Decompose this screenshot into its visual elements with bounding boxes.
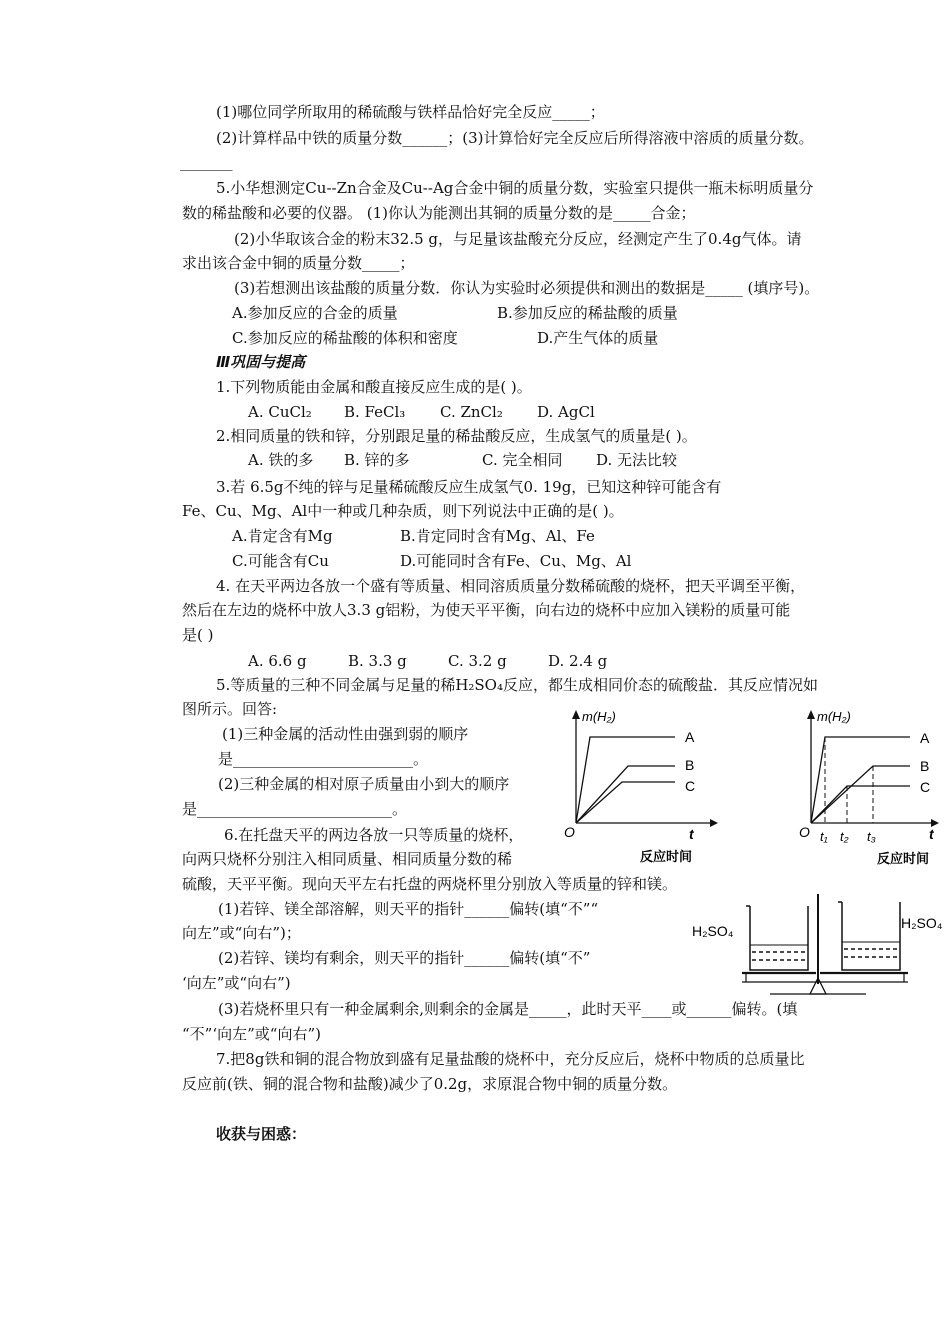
option-b: B. 3.3 g (348, 652, 407, 670)
question-1-stem: 1.下列物质能由金属和酸直接反应生成的是( )。 (216, 378, 532, 396)
curve-a-label: A (685, 729, 695, 745)
left-beaker (746, 906, 808, 970)
option-b: B.参加反应的稀盐酸的质量 (497, 304, 678, 322)
text-line: 图所示。回答: (182, 700, 278, 718)
option-d: D. 无法比较 (596, 451, 678, 469)
right-acid-label: H₂SO₄ (901, 915, 943, 931)
question-6-stem: 6.在托盘天平的两边各放一只等质量的烧杯， (224, 826, 524, 844)
x-axis-arrow (710, 819, 718, 827)
section-heading: Ⅲ巩固与提高 (216, 353, 306, 371)
y-axis-arrow (807, 710, 815, 719)
reaction-graph-1 (560, 705, 720, 865)
curve-c-label: C (685, 778, 696, 794)
curve-b (811, 766, 910, 823)
text-line: 是( ) (182, 626, 214, 644)
origin-label: O (799, 824, 810, 840)
option-c: C. ZnCl₂ (440, 403, 503, 421)
curve-b (576, 766, 675, 823)
option-b: B. 锌的多 (344, 451, 410, 469)
origin-label: O (564, 824, 575, 840)
option-c: C.参加反应的稀盐酸的体积和密度 (232, 329, 458, 347)
text-line: (3)若烧杯里只有一种金属剩余,则剩余的金属是_____，此时天平____或______偏转。(填 (218, 1000, 798, 1018)
question-7-stem: 7.把8g铁和铜的混合物放到盛有足量盐酸的烧杯中，充分反应后，烧杯中物质的总质量比 (216, 1050, 805, 1068)
y-axis-label: m(H₂) (582, 709, 616, 724)
option-a: A. 铁的多 (248, 451, 314, 469)
text-line: “不”‘向左”或“向右”) (182, 1025, 321, 1043)
tick-t2: t₂ (840, 829, 849, 844)
text-line: 硫酸，天平平衡。现向天平左右托盘的两烧杯里分别放入等质量的锌和镁。 (182, 875, 678, 893)
tick-t1: t₁ (820, 829, 828, 844)
y-axis-label: m(H₂) (817, 709, 851, 724)
left-acid-label: H₂SO₄ (692, 923, 734, 939)
text-line: 求出该合金中铜的质量分数_____； (182, 254, 415, 272)
option-a: A. 6.6 g (248, 652, 307, 670)
graph-caption: 反应时间 (640, 849, 693, 864)
question-5-stem: 5.小华想测定Cu--Zn合金及Cu--Ag合金中铜的质量分数，实验室只提供一瓶未标明质量分 (216, 179, 814, 197)
text-line: ‘向左”或“向右”) (182, 974, 291, 992)
tick-t3: t₃ (867, 829, 876, 844)
text-line: 向两只烧杯分别注入相同质量、相同质量分数的稀 (182, 850, 513, 868)
question-5-stem: 5.等质量的三种不同金属与足量的稀H₂SO₄反应，都生成相同价态的硫酸盐．其反应情况如 (216, 676, 818, 694)
option-b: B. FeCl₃ (344, 403, 406, 421)
option-a: A.肯定含有Mg (232, 527, 333, 545)
option-a: A.参加反应的合金的质量 (232, 304, 398, 322)
option-c: C. 完全相同 (482, 451, 563, 469)
reflection-heading: 收获与困惑： (216, 1125, 307, 1143)
option-d: D. AgCl (537, 403, 595, 421)
graph-caption: 反应时间 (877, 851, 930, 866)
curve-a-label: A (920, 730, 930, 746)
x-axis-label: t (689, 826, 694, 842)
text-line: 反应前(铁、铜的混合物和盐酸)减少了0.2g，求原混合物中铜的质量分数。 (182, 1075, 678, 1093)
right-beaker (838, 902, 900, 970)
curve-c (576, 782, 675, 823)
option-a: A. CuCl₂ (248, 403, 312, 421)
text-line: (1)三种金属的活动性由强到弱的顺序 (222, 725, 469, 743)
text-line: (2)若锌、镁均有剩余，则天平的指针______偏转(填“不” (218, 949, 591, 967)
curve-c (811, 786, 910, 823)
curve-b-label: B (920, 758, 930, 774)
text-line: (2)三种金属的相对原子质量由小到大的顺序 (218, 775, 510, 793)
balance-diagram (690, 892, 950, 1002)
option-b: B.肯定同时含有Mg、Al、Fe (400, 527, 595, 545)
x-axis-label: t (929, 826, 934, 842)
option-d: D. 2.4 g (548, 652, 608, 670)
text-line: 向左”或“向右”)； (182, 924, 301, 942)
curve-b-label: B (685, 757, 695, 773)
option-d: D.产生气体的质量 (537, 329, 659, 347)
option-d: D.可能同时含有Fe、Cu、Mg、Al (400, 552, 632, 570)
text-line: (1)哪位同学所取用的稀硫酸与铁样品恰好完全反应_____； (216, 103, 605, 121)
text-line: (2)计算样品中铁的质量分数______；(3)计算恰好完全反应后所得溶液中溶质的质量分数。 (216, 129, 814, 147)
text-line: _______ (180, 153, 233, 171)
text-line: (1)若锌、镁全部溶解，则天平的指针______偏转(填“不”“ (218, 900, 599, 918)
text-line: 是________________________。 (218, 750, 429, 768)
text-line: 然后在左边的烧杯中放人3.3 g铝粉，为使天平平衡，向右边的烧杯中应加入镁粉的质量可能 (182, 601, 791, 619)
y-axis-arrow (572, 710, 580, 719)
text-line: 数的稀盐酸和必要的仪器。 (1)你认为能测出其铜的质量分数的是_____合金； (182, 204, 696, 222)
reaction-graph-2 (795, 705, 945, 867)
question-4-stem: 4. 在天平两边各放一个盛有等质量、相同溶质质量分数稀硫酸的烧杯，把天平调至平衡， (216, 577, 806, 595)
curve-c-label: C (920, 779, 931, 795)
text-line: Fe、Cu、Mg、Al中一种或几种杂质，则下列说法中正确的是( )。 (182, 502, 624, 520)
text-line: (3)若想测出该盐酸的质量分数．你认为实验时必须提供和测出的数据是_____ (填序号)。 (234, 279, 820, 297)
option-c: C. 3.2 g (448, 652, 507, 670)
text-line: 是__________________________。 (182, 800, 408, 818)
option-c: C.可能含有Cu (232, 552, 329, 570)
question-3-stem: 3.若 6.5g不纯的锌与足量稀硫酸反应生成氢气0. 19g，已知这种锌可能含有 (216, 478, 722, 496)
text-line: (2)小华取该合金的粉末32.5 g，与足量该盐酸充分反应，经测定产生了0.4g气体。请 (234, 230, 802, 248)
question-2-stem: 2.相同质量的铁和锌，分别跟足量的稀盐酸反应，生成氢气的质量是( )。 (216, 427, 697, 445)
